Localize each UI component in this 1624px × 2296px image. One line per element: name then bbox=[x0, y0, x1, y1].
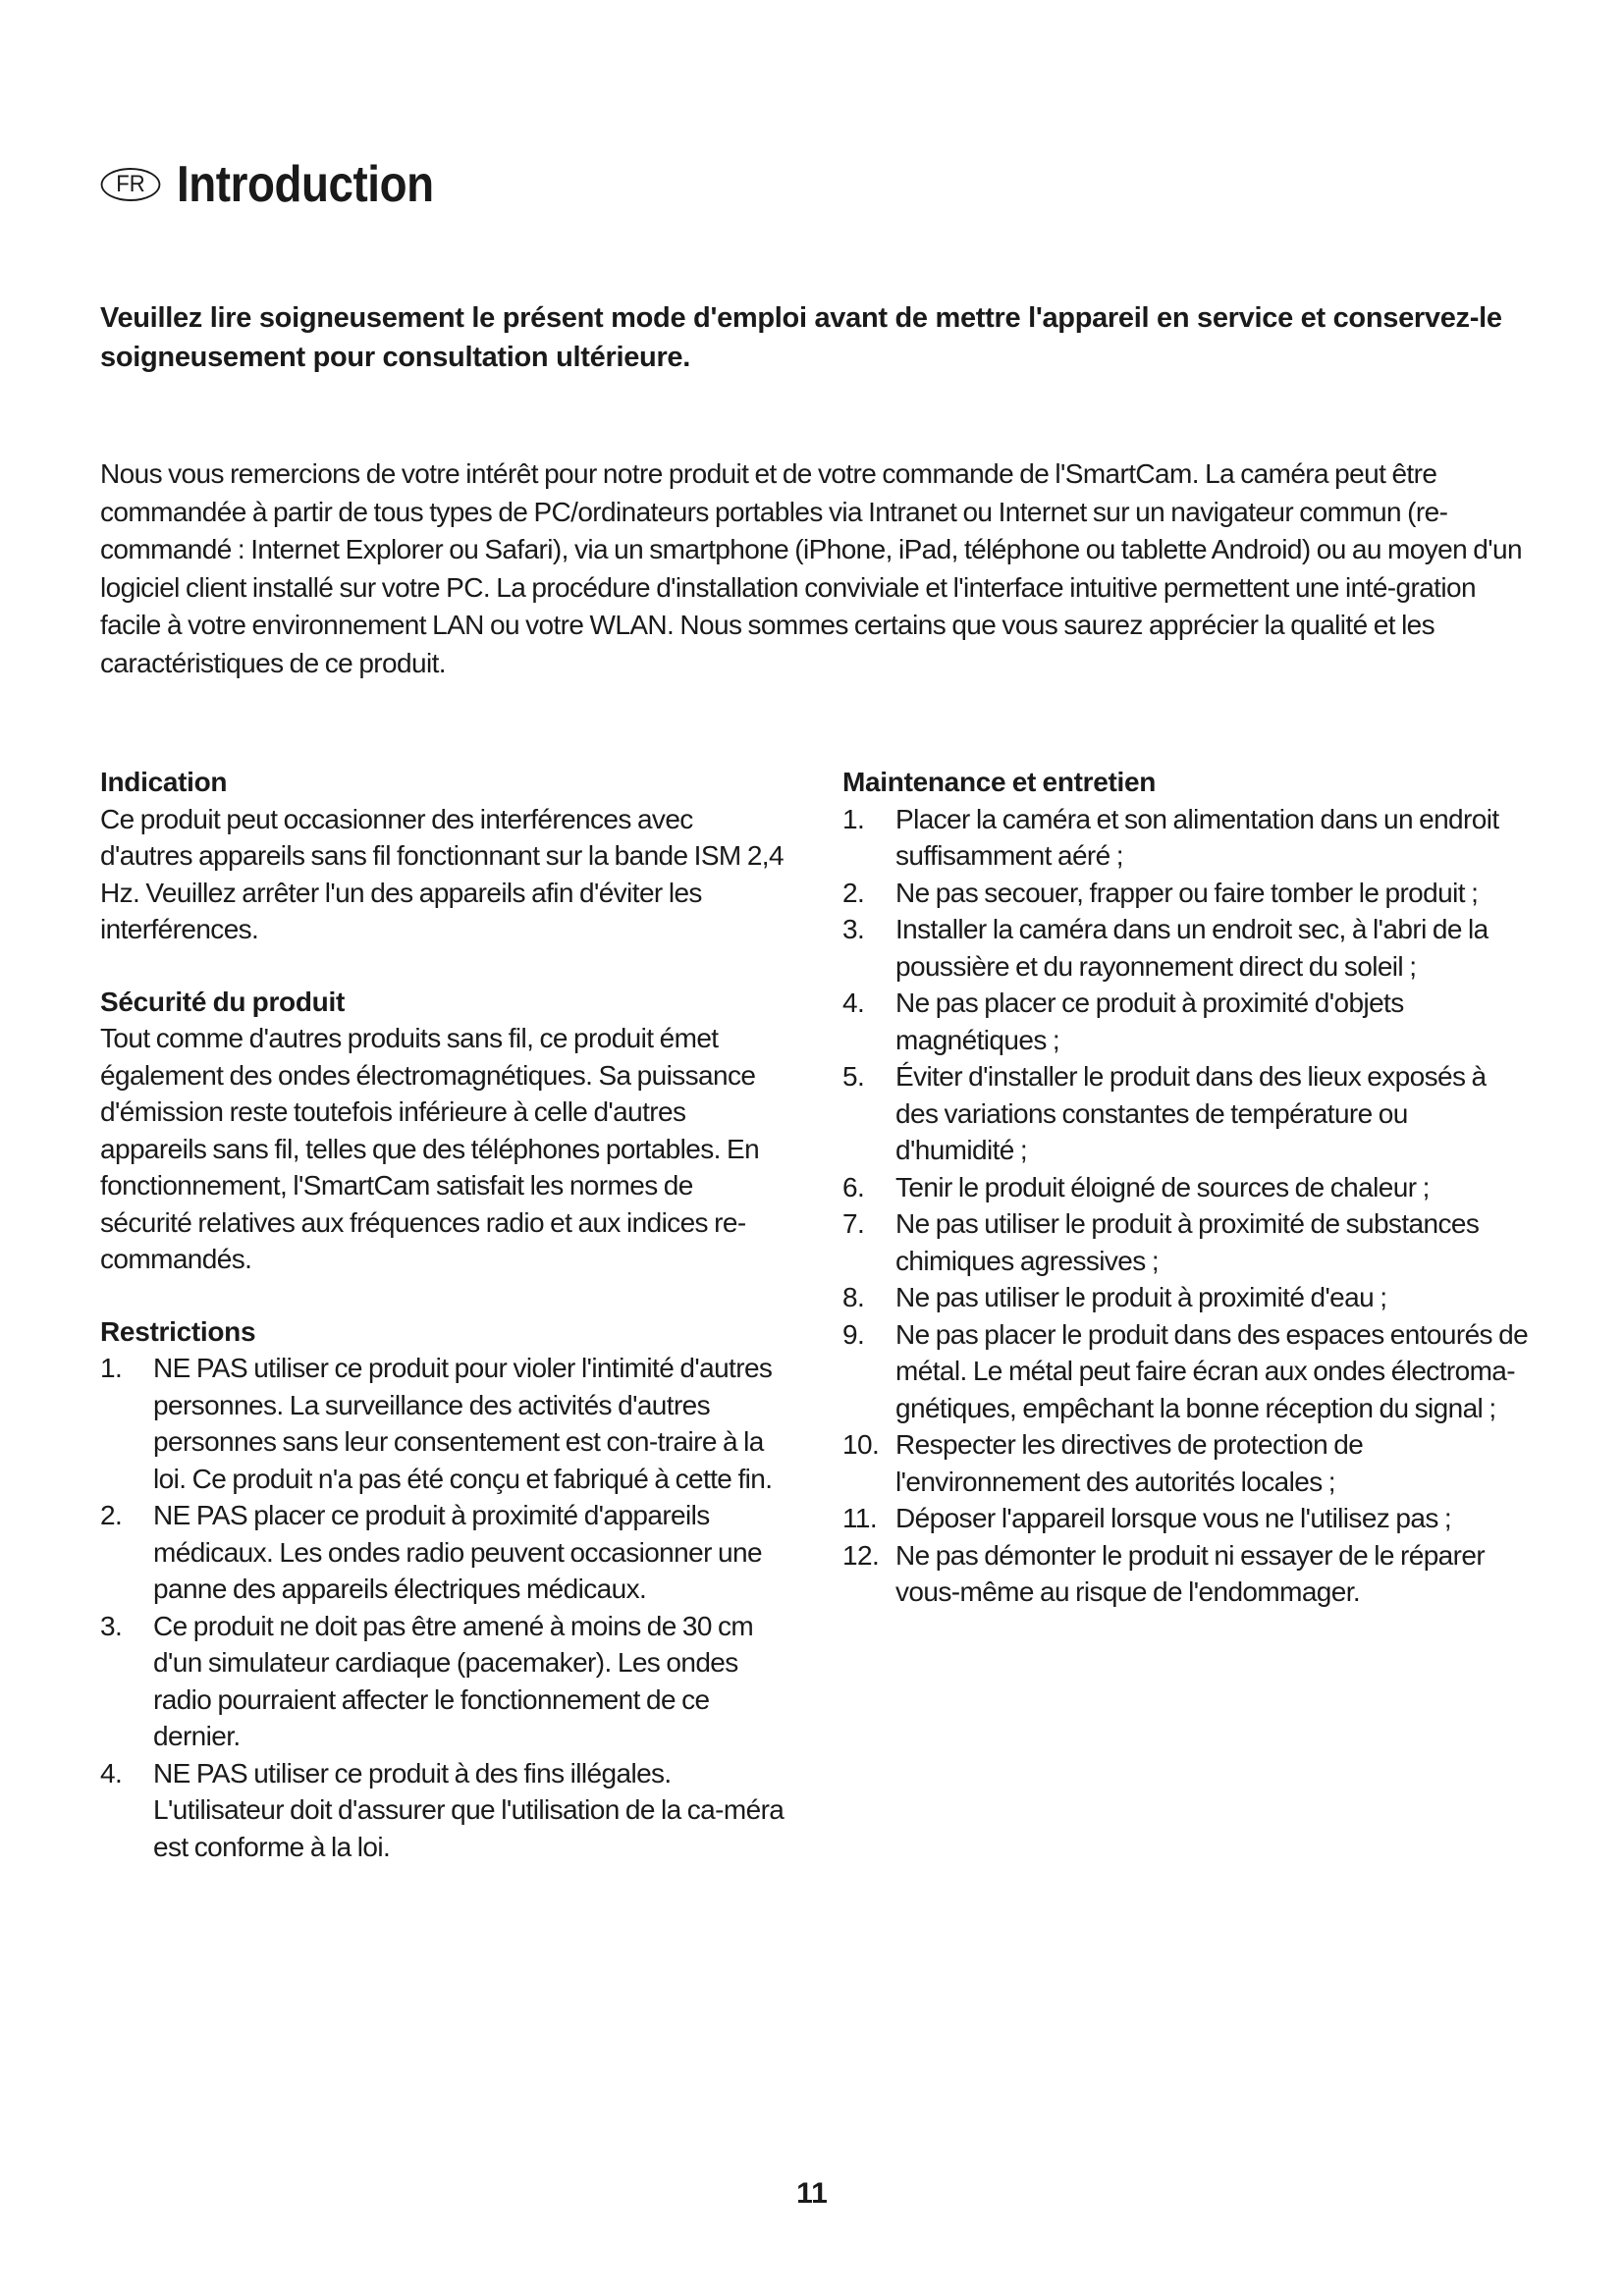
list-item-number: 3. bbox=[100, 1610, 123, 1641]
list-item bbox=[100, 1350, 787, 1497]
list-item-number: 2. bbox=[100, 1500, 123, 1530]
section-heading-indication: Indication bbox=[100, 767, 228, 797]
list-item-text: Éviter d'installer le produit dans des lieux exposés à des variations constantes de température ou d'humidité ; bbox=[895, 1061, 1487, 1165]
section-securite bbox=[100, 984, 787, 1278]
list-item-number: 2. bbox=[842, 877, 865, 908]
list-item-number: 9. bbox=[842, 1318, 865, 1350]
list-item-text: Placer la caméra et son alimentation dans un endroit suffisamment aéré ; bbox=[895, 803, 1499, 871]
page-title: Introduction bbox=[177, 156, 434, 213]
list-item bbox=[100, 1755, 787, 1866]
list-item-text: Ne pas placer le produit dans des espaces entourés de métal. Le métal peut faire écran aux ondes électroma-gnétiques, empêchant la bonne réception du signal ; bbox=[895, 1318, 1529, 1423]
list-item bbox=[842, 801, 1530, 875]
maintenance-list bbox=[842, 801, 1530, 1611]
right-column bbox=[842, 764, 1530, 1646]
list-item-text: Ne pas démonter le produit ni essayer de le réparer vous-même au risque de l'endommager. bbox=[895, 1539, 1486, 1607]
list-item bbox=[842, 1279, 1530, 1316]
lead-paragraph: Veuillez lire soigneusement le présent mode d'emploi avant de mettre l'appareil en service et conservez-le soigneusement pour consultation ultérieure. bbox=[100, 302, 1502, 373]
list-item-number: 7. bbox=[842, 1208, 865, 1239]
section-restrictions bbox=[100, 1313, 787, 1866]
section-maintenance bbox=[842, 764, 1530, 1611]
list-item bbox=[100, 1497, 787, 1608]
list-item bbox=[842, 1205, 1530, 1279]
list-item-text: NE PAS utiliser ce produit à des fins illégales. L'utilisateur doit d'assurer que l'utilisation de la ca-méra est conforme à la loi. bbox=[153, 1757, 785, 1862]
section-text-indication: Ce produit peut occasionner des interférences avec d'autres appareils sans fil fonctionnant sur la bande ISM 2,4 Hz. Veuillez arrêter l'un des appareils afin d'éviter les interférences. bbox=[100, 803, 784, 944]
list-item-number: 10. bbox=[842, 1429, 880, 1460]
list-item-number: 5. bbox=[842, 1061, 865, 1092]
list-item bbox=[100, 1608, 787, 1755]
list-item-text: Ce produit ne doit pas être amené à moins de 30 cm d'un simulateur cardiaque (pacemaker). Les ondes radio pourraient affecter le fonctionnement de ce dernier. bbox=[153, 1610, 754, 1751]
list-item-text: Ne pas secouer, frapper ou faire tomber le produit ; bbox=[895, 877, 1479, 908]
list-item bbox=[842, 1058, 1530, 1169]
page-number: 11 bbox=[796, 2177, 828, 2210]
list-item-number: 4. bbox=[100, 1757, 123, 1789]
intro-paragraph: Nous vous remercions de votre intérêt pour notre produit et de votre commande de l'SmartCam. La caméra peut être commandée à partir de tous types de PC/ordinateurs portables via Intranet ou Internet sur un navigateur commun (re-commandé : Internet Explorer ou Safari), via un smartphone (iPhone, iPad, téléphone ou tablette Android) ou au moyen d'un logiciel client installé sur votre PC. La procédure d'installation conviviale et l'interface intuitive permettent une inté-gration facile à votre environnement LAN ou votre WLAN. Nous sommes certains que vous saurez apprécier la qualité et les caractéristiques de ce produit. bbox=[100, 458, 1522, 678]
list-item-text: Ne pas utiliser le produit à proximité de substances chimiques agressives ; bbox=[895, 1208, 1480, 1276]
list-item bbox=[842, 1316, 1530, 1427]
list-item bbox=[842, 911, 1530, 985]
page-header bbox=[98, 156, 468, 213]
list-item-number: 1. bbox=[842, 803, 865, 834]
list-item-text: Déposer l'appareil lorsque vous ne l'utilisez pas ; bbox=[895, 1503, 1452, 1533]
list-item bbox=[842, 985, 1530, 1058]
list-item-number: 1. bbox=[100, 1353, 123, 1383]
list-item-number: 12. bbox=[842, 1539, 880, 1571]
list-item-text: Tenir le produit éloigné de sources de chaleur ; bbox=[895, 1171, 1430, 1202]
left-column bbox=[100, 764, 787, 1900]
list-item bbox=[842, 1537, 1530, 1611]
list-item-text: NE PAS utiliser ce produit pour violer l'intimité d'autres personnes. La surveillance des activités d'autres personnes sans leur consentement est con-traire à la loi. Ce produit n'a pas été conçu et fabriqué à cette fin. bbox=[153, 1353, 773, 1494]
list-item-text: Installer la caméra dans un endroit sec, à l'abri de la poussière et du rayonnement direct du soleil ; bbox=[895, 914, 1489, 982]
list-item bbox=[842, 875, 1530, 912]
list-item bbox=[842, 1169, 1530, 1206]
list-item-number: 3. bbox=[842, 914, 865, 944]
section-heading-maintenance: Maintenance et entretien bbox=[842, 767, 1157, 797]
section-indication bbox=[100, 764, 787, 948]
list-item-text: NE PAS placer ce produit à proximité d'appareils médicaux. Les ondes radio peuvent occasionner une panne des appareils électriques médicaux. bbox=[153, 1500, 762, 1604]
list-item-text: Ne pas placer ce produit à proximité d'objets magnétiques ; bbox=[895, 988, 1404, 1055]
section-heading-securite: Sécurité du produit bbox=[100, 986, 345, 1017]
restrictions-list bbox=[100, 1350, 787, 1865]
list-item-text: Ne pas utiliser le produit à proximité d'eau ; bbox=[895, 1282, 1387, 1312]
section-heading-restrictions: Restrictions bbox=[100, 1315, 256, 1347]
list-item-number: 6. bbox=[842, 1171, 865, 1202]
list-item bbox=[842, 1500, 1530, 1537]
section-text-securite: Tout comme d'autres produits sans fil, ce produit émet également des ondes électromagnétiques. Sa puissance d'émission reste toutefois inférieure à celle d'autres appareils sans fil, telles que des téléphones portables. En fonctionnement, l'SmartCam satisfait les normes de sécurité relatives aux fréquences radio et aux indices re-commandés. bbox=[100, 1023, 760, 1274]
list-item-number: 8. bbox=[842, 1282, 865, 1312]
list-item bbox=[842, 1426, 1530, 1500]
language-badge-fr: FR bbox=[101, 168, 161, 201]
list-item-number: 11. bbox=[842, 1503, 878, 1533]
list-item-number: 4. bbox=[842, 988, 865, 1018]
list-item-text: Respecter les directives de protection de l'environnement des autorités locales ; bbox=[895, 1429, 1364, 1497]
